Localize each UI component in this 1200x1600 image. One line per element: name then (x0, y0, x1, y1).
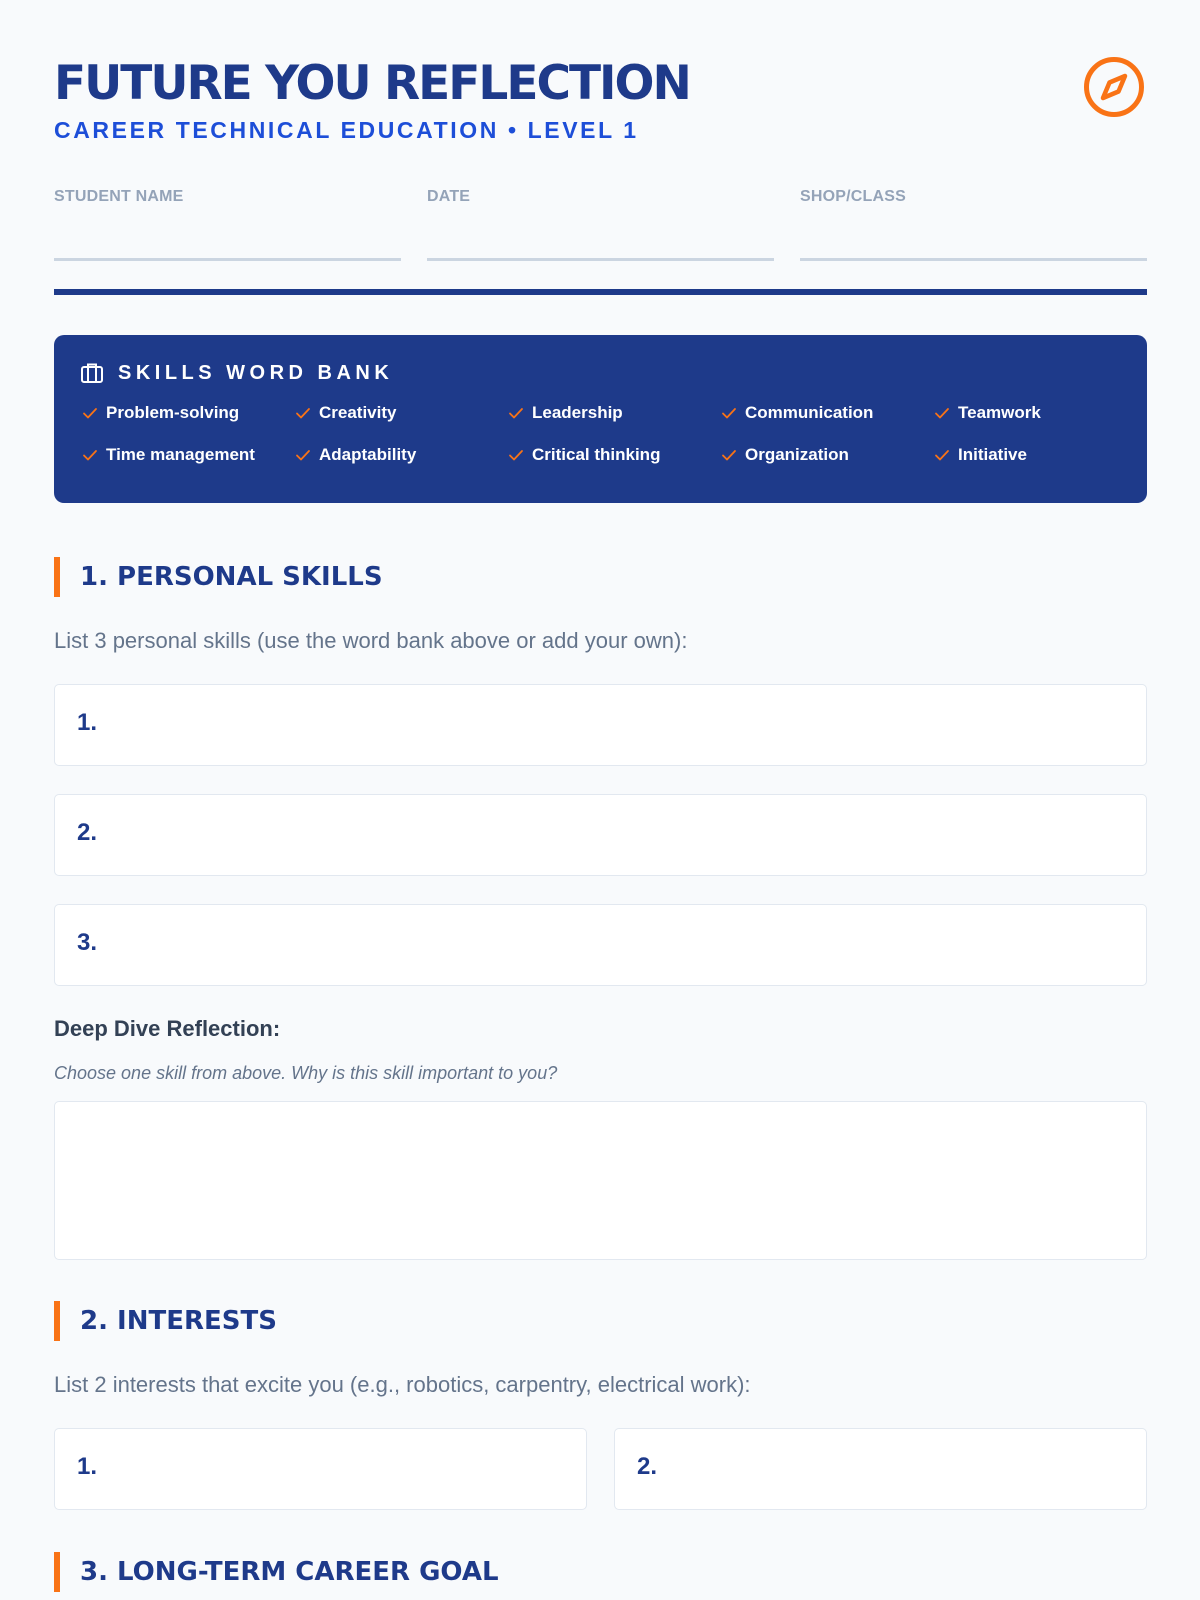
section-interests-title: 2. INTERESTS (80, 1306, 277, 1336)
word-bank-title: SKILLS WORD BANK (118, 361, 394, 384)
word-bank-item (82, 403, 239, 423)
interest-input-2[interactable] (614, 1428, 1147, 1510)
word-bank-item (508, 445, 660, 465)
personal-skill-input-2[interactable] (54, 794, 1147, 876)
header-divider (54, 289, 1147, 295)
word-bank-item-label: Leadership (532, 403, 623, 422)
date-line (427, 258, 774, 261)
checkmark-icon (508, 447, 524, 463)
word-bank-item-label: Organization (745, 445, 849, 464)
answer-number: 2. (637, 1453, 658, 1480)
briefcase-icon (80, 361, 104, 385)
compass-icon (1083, 56, 1145, 118)
personal-skill-input-1[interactable] (54, 684, 1147, 766)
student-name-field[interactable] (54, 188, 401, 206)
checkmark-icon (295, 447, 311, 463)
page-title: FUTURE YOU REFLECTION (54, 56, 690, 111)
word-bank-item (934, 403, 1041, 423)
interest-input-1[interactable] (54, 1428, 587, 1510)
student-name-line (54, 258, 401, 261)
checkmark-icon (82, 447, 98, 463)
skills-word-bank (54, 335, 1147, 503)
section-accent-bar (54, 1301, 60, 1341)
date-label: DATE (427, 188, 471, 205)
interests-prompt: List 2 interests that excite you (e.g., robotics, carpentry, electrical work): (54, 1372, 751, 1397)
word-bank-item-label: Adaptability (319, 445, 417, 464)
section-interests-header (54, 1301, 277, 1341)
word-bank-item (295, 445, 416, 465)
deep-dive-hint: Choose one skill from above. Why is this skill important to you? (54, 1063, 558, 1083)
word-bank-item-label: Critical thinking (532, 445, 661, 464)
checkmark-icon (82, 405, 98, 421)
word-bank-item (721, 445, 849, 465)
section-career-goal-header (54, 1552, 499, 1592)
section-personal-skills-header (54, 557, 383, 597)
word-bank-header (80, 361, 393, 385)
answer-number: 1. (77, 709, 98, 736)
date-field[interactable] (427, 188, 774, 206)
word-bank-item-label: Creativity (319, 403, 397, 422)
word-bank-item (295, 403, 396, 423)
shop-class-field[interactable] (800, 188, 1147, 206)
word-bank-item-label: Time management (106, 445, 255, 464)
checkmark-icon (508, 405, 524, 421)
word-bank-item-label: Initiative (958, 445, 1027, 464)
checkmark-icon (934, 447, 950, 463)
section-personal-skills-title: 1. PERSONAL SKILLS (80, 562, 383, 592)
word-bank-item-label: Problem-solving (106, 403, 240, 422)
section-career-goal-title: 3. LONG-TERM CAREER GOAL (80, 1557, 499, 1587)
word-bank-item (82, 445, 255, 465)
checkmark-icon (721, 405, 737, 421)
personal-skill-input-3[interactable] (54, 904, 1147, 986)
shop-class-line (800, 258, 1147, 261)
word-bank-item-label: Communication (745, 403, 874, 422)
deep-dive-textarea[interactable] (54, 1101, 1147, 1260)
checkmark-icon (934, 405, 950, 421)
deep-dive-label: Deep Dive Reflection: (54, 1016, 281, 1041)
answer-number: 1. (77, 1453, 98, 1480)
answer-number: 2. (77, 819, 98, 846)
word-bank-item (934, 445, 1027, 465)
section-accent-bar (54, 557, 60, 597)
checkmark-icon (721, 447, 737, 463)
word-bank-item-label: Teamwork (958, 403, 1041, 422)
word-bank-item (721, 403, 873, 423)
answer-number: 3. (77, 929, 98, 956)
personal-skills-prompt: List 3 personal skills (use the word bank above or add your own): (54, 628, 688, 653)
shop-class-label: SHOP/CLASS (800, 188, 907, 205)
section-accent-bar (54, 1552, 60, 1592)
checkmark-icon (295, 405, 311, 421)
page-subtitle: CAREER TECHNICAL EDUCATION • LEVEL 1 (54, 117, 639, 143)
word-bank-item (508, 403, 623, 423)
student-name-label: STUDENT NAME (54, 188, 184, 205)
